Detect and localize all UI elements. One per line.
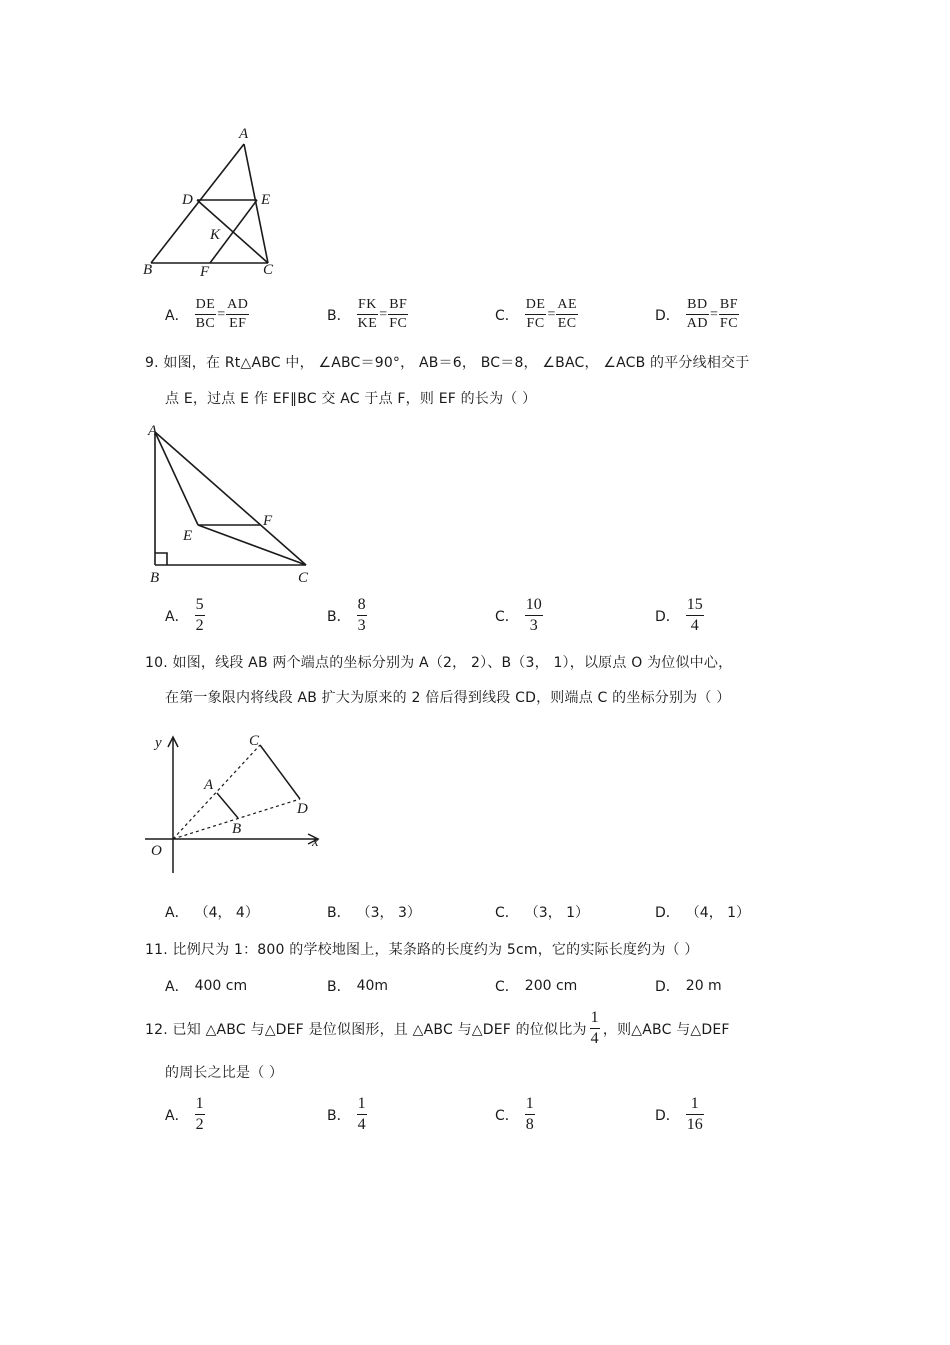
q9-label-a: A (148, 423, 158, 439)
option-label: C． (495, 979, 519, 995)
option-label: C． (495, 1107, 519, 1124)
frac-den: EC (557, 316, 577, 331)
equals-sign: = (547, 306, 556, 322)
fraction (525, 597, 543, 634)
frac-den: 2 (195, 617, 204, 634)
option-text: （3， 1） (524, 905, 590, 921)
q10-option-a[interactable] (165, 902, 259, 922)
frac-den: FC (526, 316, 545, 331)
frac-num: 1 (195, 1095, 204, 1112)
option-label: A． (165, 905, 189, 921)
frac-num: AD (227, 297, 249, 312)
q10-label-b: B (232, 821, 242, 837)
frac-den: 3 (357, 617, 366, 634)
frac-den: FC (389, 316, 408, 331)
frac-den: EF (229, 316, 247, 331)
option-label: C． (495, 307, 519, 324)
q9-label-c: C (298, 570, 309, 586)
q9-label-e: E (183, 528, 193, 544)
q8-label-d: D (182, 192, 193, 208)
equals-sign: = (379, 306, 388, 322)
frac-den: 4 (690, 617, 699, 634)
equals-sign: = (710, 306, 718, 322)
fraction (195, 597, 205, 634)
q10-option-c[interactable] (495, 902, 589, 922)
q9-option-d[interactable] (655, 597, 704, 634)
q8-option-b[interactable] (327, 298, 408, 331)
option-label: A． (165, 1107, 189, 1124)
frac-num: BD (687, 297, 708, 312)
frac-num: DE (195, 297, 216, 312)
option-text: 400 cm (194, 978, 248, 994)
frac-num: 10 (525, 596, 542, 613)
option-label: B． (327, 905, 351, 921)
frac-den: FC (719, 316, 739, 331)
ratio-equation (195, 298, 250, 331)
ratio-equation (357, 298, 409, 331)
q11-text-line1: 11. 比例尺为 1：800 的学校地图上，某条路的长度约为 5cm，它的实际长度约为（ ） (145, 942, 699, 958)
fraction (686, 597, 704, 634)
q10-coordinate-figure (140, 725, 330, 880)
frac-den: BC (195, 316, 216, 331)
frac-num: DE (525, 297, 546, 312)
q10-label-c: C (249, 733, 260, 749)
frac-den: 16 (686, 1116, 703, 1133)
option-label: D． (655, 307, 680, 324)
q11-option-a[interactable] (165, 976, 247, 996)
frac-num: FK (357, 297, 377, 312)
frac-num: 1 (357, 1095, 366, 1112)
fraction (195, 1096, 205, 1133)
q10-label-d: D (297, 801, 308, 817)
option-label: A． (165, 608, 189, 625)
frac-num: 8 (357, 596, 366, 613)
q10-text-line1: 10. 如图，线段 AB 两个端点的坐标分别为 A（2， 2）、B（3， 1），以原点 O 为位似中心， (145, 655, 733, 671)
fraction (525, 1096, 535, 1133)
frac-num: 15 (686, 596, 703, 613)
q10-label-x: x (312, 834, 319, 850)
equals-sign: = (217, 306, 226, 322)
frac-den: 4 (590, 1030, 599, 1047)
q12-text-line2: 的周长之比是（ ） (165, 1065, 284, 1081)
option-label: D． (655, 1107, 680, 1124)
fraction (686, 1096, 704, 1133)
frac-num: 1 (525, 1095, 534, 1112)
option-label: C． (495, 905, 519, 921)
option-text: 20 m (685, 978, 722, 994)
option-label: D． (655, 905, 680, 921)
frac-den: 4 (357, 1116, 366, 1133)
q12-ratio-fraction (590, 1010, 600, 1047)
option-label: A． (165, 307, 189, 324)
q8-label-b: B (143, 262, 153, 278)
fraction (357, 1096, 367, 1133)
q10-label-o: O (151, 843, 162, 859)
fraction (357, 597, 367, 634)
q8-option-d[interactable] (655, 298, 739, 331)
q8-label-c: C (263, 262, 274, 278)
q9-label-b: B (150, 570, 160, 586)
q8-option-a[interactable] (165, 298, 249, 331)
option-label: C． (495, 608, 519, 625)
q8-label-a: A (239, 126, 249, 142)
option-label: B． (327, 608, 351, 625)
q10-text-line2: 在第一象限内将线段 AB 扩大为原来的 2 倍后得到线段 CD，则端点 C 的坐标分别为（ ） (165, 690, 731, 706)
q8-triangle-figure (138, 122, 288, 282)
q10-option-b[interactable] (327, 902, 421, 922)
frac-num: AE (557, 297, 578, 312)
frac-num: 1 (590, 1009, 599, 1026)
q9-option-a[interactable] (165, 597, 205, 634)
q11-option-b[interactable] (327, 976, 388, 996)
option-text: 200 cm (524, 978, 578, 994)
q12-line1-start: 12. 已知 △ABC 与△DEF 是位似图形，且 △ABC 与△DEF 的位似比为 (145, 1021, 587, 1038)
frac-num: BF (719, 297, 739, 312)
frac-num: 5 (195, 596, 204, 613)
q9-option-c[interactable] (495, 597, 543, 634)
q12-option-d[interactable] (655, 1096, 704, 1133)
frac-num: BF (389, 297, 408, 312)
option-text: （3， 3） (356, 905, 421, 921)
q8-label-f: F (200, 264, 210, 280)
frac-num: 1 (690, 1095, 699, 1112)
option-text: （4， 4） (194, 905, 259, 921)
q12-text-line1 (145, 1010, 730, 1047)
option-label: D． (655, 979, 680, 995)
frac-den: AD (686, 316, 709, 331)
q12-option-b[interactable] (327, 1096, 367, 1133)
q9-option-b[interactable] (327, 597, 367, 634)
ratio-equation (525, 298, 578, 331)
frac-den: 3 (529, 617, 538, 634)
frac-den: 2 (195, 1116, 204, 1133)
q9-triangle-figure (140, 418, 320, 588)
q10-label-a: A (204, 777, 214, 793)
q11-option-d[interactable] (655, 976, 722, 996)
option-text: 40m (356, 978, 389, 994)
q8-label-e: E (261, 192, 271, 208)
q9-text-line1: 9. 如图，在 Rt△ABC 中， ∠ABC＝90°， AB＝6， BC＝8， ∠BAC， ∠ACB 的平分线相交于 (145, 355, 750, 371)
frac-den: 8 (525, 1116, 534, 1133)
option-label: A． (165, 979, 189, 995)
q9-label-f: F (263, 513, 273, 529)
frac-den: KE (357, 316, 378, 331)
q9-text-line2: 点 E，过点 E 作 EF∥BC 交 AC 于点 F，则 EF 的长为（ ） (165, 391, 537, 407)
ratio-equation (686, 298, 739, 331)
q8-label-k: K (210, 227, 221, 243)
option-label: B． (327, 1107, 351, 1124)
option-label: D． (655, 608, 680, 625)
q8-option-c[interactable] (495, 298, 578, 331)
option-label: B． (327, 307, 351, 324)
q12-option-c[interactable] (495, 1096, 535, 1133)
q10-option-d[interactable] (655, 902, 750, 922)
q12-line1-end: ，则△ABC 与△DEF (602, 1021, 730, 1038)
q10-label-y: y (155, 735, 162, 751)
q12-option-a[interactable] (165, 1096, 205, 1133)
option-label: B． (327, 979, 351, 995)
q11-option-c[interactable] (495, 976, 577, 996)
option-text: （4， 1） (685, 905, 751, 921)
